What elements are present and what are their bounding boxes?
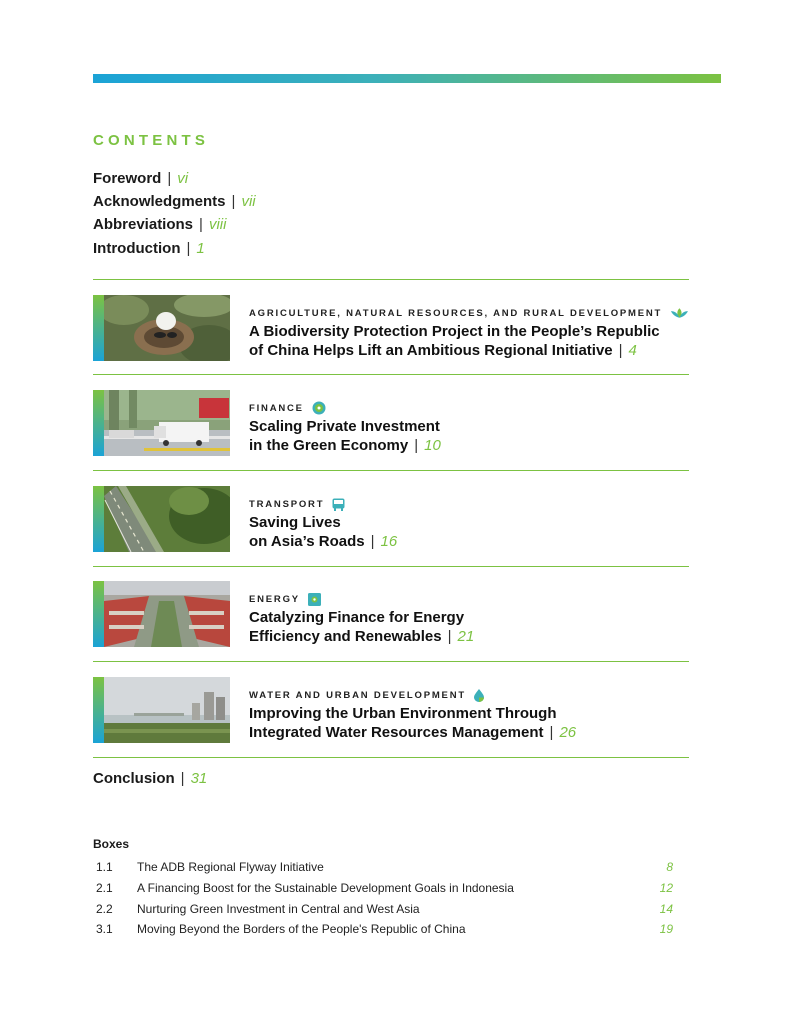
separator: | (186, 239, 191, 257)
divider (93, 279, 689, 280)
section-energy[interactable] (93, 581, 689, 647)
box-title: A Financing Boost for the Sustainable Development Goals in Indonesia (137, 881, 514, 895)
box-page: 19 (659, 922, 673, 936)
category-label: WATER AND URBAN DEVELOPMENT (249, 689, 466, 701)
category-label: FINANCE (249, 402, 304, 414)
section-category (249, 688, 689, 702)
toc-entry-label: Acknowledgments (93, 193, 226, 211)
toc-entry-foreword[interactable] (93, 170, 256, 193)
section-text (249, 688, 689, 742)
toc-entry-label: Conclusion (93, 770, 175, 787)
section-category (249, 306, 689, 320)
section-category (249, 401, 689, 415)
section-page: 26 (559, 724, 577, 741)
title-line: Scaling Private Investment (249, 418, 440, 435)
section-page: 4 (628, 342, 637, 359)
title-text: on Asia’s Roads (249, 533, 365, 550)
divider (93, 757, 689, 758)
section-thumbnail (93, 390, 230, 456)
water-drop-icon (474, 689, 484, 702)
section-thumbnail (93, 295, 230, 361)
title-line: A Biodiversity Protection Project in the People’s Republic (249, 323, 660, 340)
toc-entry-label: Abbreviations (93, 216, 194, 234)
section-page: 21 (457, 628, 475, 645)
toc-entry-abbreviations[interactable] (93, 216, 256, 239)
title-line: Catalyzing Finance for Energy (249, 609, 465, 626)
section-category (249, 497, 689, 511)
section-title (249, 322, 689, 360)
toc-entry-acknowledgments[interactable] (93, 193, 256, 216)
section-thumbnail (93, 677, 230, 743)
separator: | (414, 437, 419, 454)
divider (93, 470, 689, 471)
bird-nest-photo (104, 295, 230, 361)
toc-entry-conclusion[interactable] (93, 770, 207, 787)
section-title (249, 608, 689, 646)
thumbnail-stripe (93, 390, 104, 456)
thumbnail-stripe (93, 486, 104, 552)
title-text: Efficiency and Renewables (249, 628, 442, 645)
energy-icon (308, 593, 321, 606)
section-transport[interactable] (93, 486, 689, 552)
highway-photo (104, 486, 230, 552)
title-line (249, 532, 689, 551)
box-page: 14 (659, 902, 673, 916)
box-number: 1.1 (96, 860, 113, 874)
section-water[interactable] (93, 677, 689, 743)
separator: | (447, 628, 452, 645)
city-aerial-photo (104, 581, 230, 647)
title-line (249, 723, 689, 742)
section-page: 10 (424, 437, 441, 454)
title-text: of China Helps Lift an Ambitious Regional Initiative (249, 342, 613, 359)
section-thumbnail (93, 581, 230, 647)
separator: | (180, 770, 185, 787)
section-title (249, 513, 689, 551)
section-text (249, 497, 689, 551)
section-finance[interactable] (93, 390, 689, 456)
section-title (249, 417, 689, 455)
toc-entry-page: 1 (196, 239, 205, 257)
separator: | (199, 216, 203, 234)
separator: | (549, 724, 554, 741)
title-line: Improving the Urban Environment Through (249, 705, 557, 722)
title-line (249, 436, 689, 455)
electric-van-photo (104, 390, 230, 456)
box-number: 3.1 (96, 922, 113, 936)
section-thumbnail (93, 486, 230, 552)
box-number: 2.2 (96, 902, 113, 916)
toc-entry-page: 31 (190, 770, 208, 787)
section-category (249, 592, 689, 606)
box-page: 8 (666, 860, 673, 874)
divider (93, 566, 689, 567)
divider (93, 374, 689, 375)
box-title: Nurturing Green Investment in Central and West Asia (137, 902, 420, 916)
box-entry[interactable] (96, 902, 673, 920)
separator: | (231, 193, 236, 211)
box-number: 2.1 (96, 881, 113, 895)
category-label: ENERGY (249, 593, 300, 605)
toc-entry-introduction[interactable] (93, 240, 256, 263)
toc-entry-label: Introduction (93, 239, 181, 257)
section-page: 16 (380, 533, 398, 550)
bus-icon (332, 498, 345, 511)
contents-heading: CONTENTS (93, 132, 210, 149)
header-gradient-bar (93, 74, 721, 83)
section-text (249, 401, 689, 455)
boxes-heading: Boxes (93, 837, 130, 851)
thumbnail-stripe (93, 295, 104, 361)
box-entry[interactable] (96, 860, 673, 878)
title-text: Integrated Water Resources Management (249, 724, 544, 741)
section-text (249, 592, 689, 646)
front-matter-list (93, 170, 256, 263)
title-line: Saving Lives (249, 514, 341, 531)
globe-coin-icon (312, 401, 326, 415)
toc-entry-page: viii (208, 216, 227, 234)
separator: | (618, 342, 623, 359)
title-line (249, 341, 689, 360)
title-line (249, 627, 689, 646)
box-title: Moving Beyond the Borders of the People's Republic of China (137, 922, 466, 936)
box-page: 12 (659, 881, 673, 895)
category-label: AGRICULTURE, NATURAL RESOURCES, AND RURAL DEVELOPMENT (249, 307, 663, 319)
lotus-icon (670, 307, 689, 319)
thumbnail-stripe (93, 677, 104, 743)
section-title (249, 704, 689, 742)
category-label: TRANSPORT (249, 498, 325, 510)
box-title: The ADB Regional Flyway Initiative (137, 860, 324, 874)
toc-entry-page: vii (241, 193, 256, 211)
section-text (249, 306, 689, 360)
toc-entry-page: vi (177, 170, 189, 187)
box-entry[interactable] (96, 881, 673, 899)
separator: | (370, 533, 375, 550)
box-entry[interactable] (96, 922, 673, 940)
urban-wetland-photo (104, 677, 230, 743)
divider (93, 661, 689, 662)
thumbnail-stripe (93, 581, 104, 647)
separator: | (167, 170, 172, 187)
title-text: in the Green Economy (249, 437, 409, 454)
toc-entry-label: Foreword (93, 170, 162, 187)
section-agriculture[interactable] (93, 295, 689, 361)
